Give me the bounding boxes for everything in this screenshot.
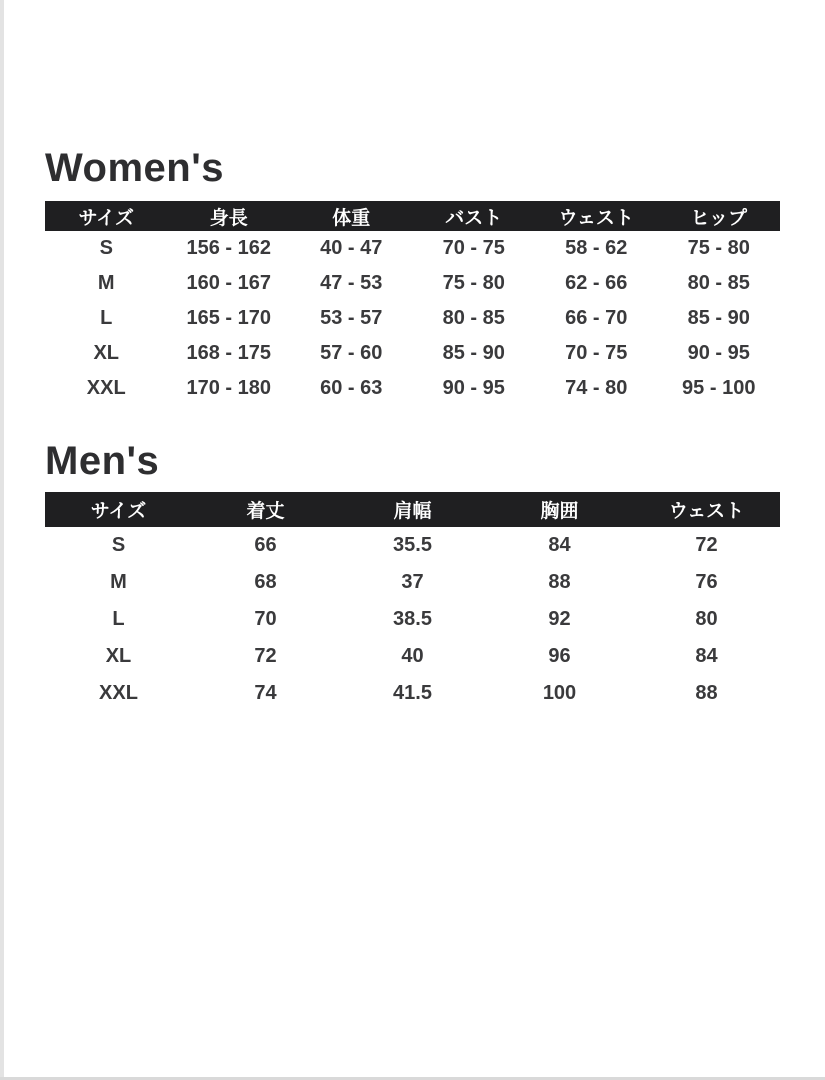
size-label-cell: M <box>97 272 115 294</box>
measurement-cell: 74 - 80 <box>565 377 628 399</box>
measurement-cell: 72 <box>695 534 718 556</box>
measurement-cell: 75 - 80 <box>687 237 750 259</box>
measurement-cell: 90 - 95 <box>442 377 505 399</box>
measurement-cell: 66 - 70 <box>565 307 628 329</box>
size-label-cell: XL <box>93 342 120 364</box>
measurement-cell: 80 - 85 <box>687 272 750 294</box>
size-label-cell: XL <box>105 645 132 667</box>
womens-table-header <box>45 201 780 231</box>
column-header: 体重 <box>290 201 413 231</box>
column-header: ウェスト <box>535 201 658 231</box>
measurement-cell: 84 <box>548 534 571 556</box>
measurement-cell: 66 <box>254 534 277 556</box>
size-label-cell: L <box>100 307 113 329</box>
table-row <box>45 564 780 601</box>
measurement-cell: 37 <box>401 571 424 593</box>
measurement-cell: 62 - 66 <box>565 272 628 294</box>
mens-size-section <box>45 439 780 712</box>
measurement-cell: 165 - 170 <box>186 307 271 329</box>
size-label-cell: L <box>112 608 125 630</box>
column-header: 着丈 <box>192 492 339 527</box>
size-label-cell: M <box>110 571 127 593</box>
measurement-cell: 70 - 75 <box>442 237 505 259</box>
measurement-cell: 100 <box>542 682 577 704</box>
measurement-cell: 58 - 62 <box>565 237 628 259</box>
measurement-cell: 40 <box>401 645 424 667</box>
measurement-cell: 41.5 <box>393 682 432 704</box>
size-label-cell: XXL <box>86 377 126 399</box>
measurement-cell: 68 <box>254 571 277 593</box>
column-header: ヒップ <box>658 201 781 231</box>
left-edge-border <box>0 0 4 1080</box>
table-row <box>45 371 780 406</box>
measurement-cell: 60 - 63 <box>320 377 383 399</box>
womens-title: Women's <box>45 146 224 190</box>
measurement-cell: 95 - 100 <box>682 377 756 399</box>
measurement-cell: 80 - 85 <box>442 307 505 329</box>
table-row <box>45 638 780 675</box>
measurement-cell: 53 - 57 <box>320 307 383 329</box>
table-row <box>45 266 780 301</box>
measurement-cell: 70 <box>254 608 277 630</box>
header-row <box>45 201 780 231</box>
measurement-cell: 47 - 53 <box>320 272 383 294</box>
measurement-cell: 168 - 175 <box>186 342 271 364</box>
measurement-cell: 80 <box>695 608 718 630</box>
measurement-cell: 72 <box>254 645 277 667</box>
header-row <box>45 492 780 527</box>
table-row <box>45 601 780 638</box>
column-header: 身長 <box>168 201 291 231</box>
measurement-cell: 74 <box>254 682 277 704</box>
measurement-cell: 85 - 90 <box>442 342 505 364</box>
measurement-cell: 35.5 <box>393 534 432 556</box>
measurement-cell: 160 - 167 <box>186 272 271 294</box>
column-header: 肩幅 <box>339 492 486 527</box>
measurement-cell: 92 <box>548 608 571 630</box>
table-row <box>45 527 780 564</box>
measurement-cell: 156 - 162 <box>186 237 271 259</box>
measurement-cell: 70 - 75 <box>565 342 628 364</box>
mens-size-table <box>45 492 780 712</box>
measurement-cell: 96 <box>548 645 571 667</box>
column-header: 胸囲 <box>486 492 633 527</box>
measurement-cell: 76 <box>695 571 718 593</box>
womens-table-body <box>45 231 780 406</box>
table-row <box>45 231 780 266</box>
column-header: サイズ <box>45 201 168 231</box>
column-header: ウェスト <box>633 492 780 527</box>
measurement-cell: 88 <box>548 571 571 593</box>
column-header: バスト <box>413 201 536 231</box>
womens-size-table <box>45 201 780 406</box>
size-label-cell: S <box>111 534 126 556</box>
mens-table-body <box>45 527 780 712</box>
measurement-cell: 85 - 90 <box>687 307 750 329</box>
mens-title: Men's <box>45 439 160 483</box>
mens-table-header <box>45 492 780 527</box>
measurement-cell: 84 <box>695 645 718 667</box>
size-label-cell: S <box>99 237 113 259</box>
table-row <box>45 675 780 712</box>
measurement-cell: 40 - 47 <box>320 237 383 259</box>
measurement-cell: 75 - 80 <box>442 272 505 294</box>
measurement-cell: 57 - 60 <box>320 342 383 364</box>
measurement-cell: 90 - 95 <box>687 342 750 364</box>
measurement-cell: 38.5 <box>393 608 432 630</box>
table-row <box>45 301 780 336</box>
measurement-cell: 88 <box>695 682 718 704</box>
measurement-cell: 170 - 180 <box>186 377 271 399</box>
size-label-cell: XXL <box>99 682 138 704</box>
womens-size-section <box>45 0 780 406</box>
table-row <box>45 336 780 371</box>
column-header: サイズ <box>45 492 192 527</box>
